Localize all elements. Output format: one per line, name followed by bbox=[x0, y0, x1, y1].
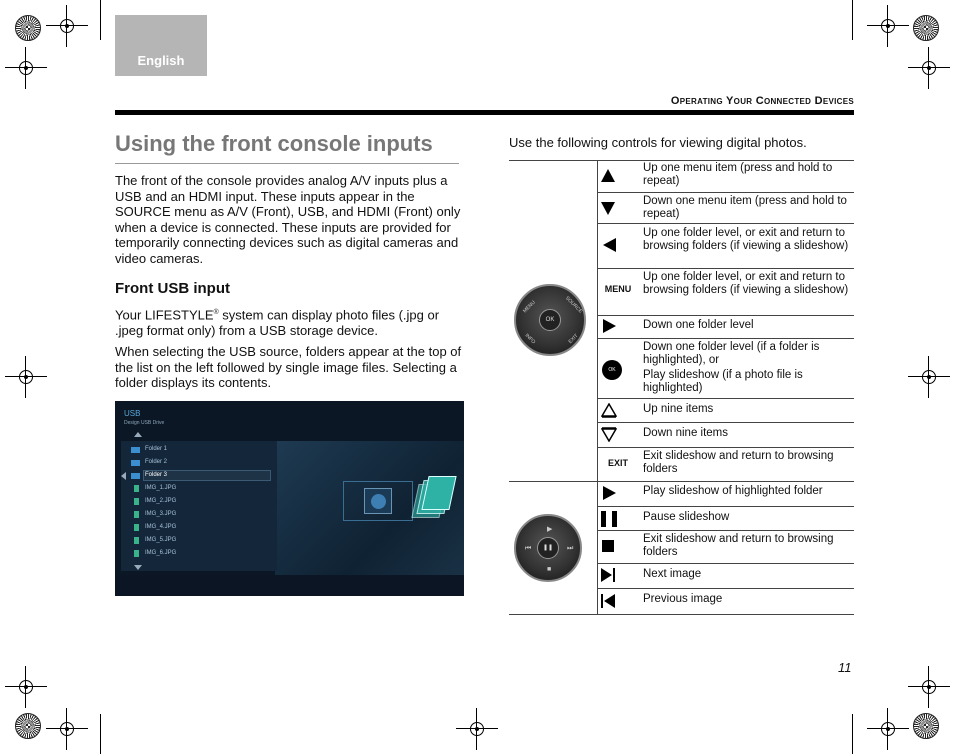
image-file-icon bbox=[134, 485, 139, 492]
file-item[interactable]: IMG_3.JPG bbox=[145, 511, 177, 517]
file-item[interactable]: IMG_1.JPG bbox=[145, 485, 177, 491]
registration-mark bbox=[918, 366, 940, 388]
language-label: English bbox=[137, 53, 185, 68]
table-rule bbox=[597, 563, 854, 564]
right-arrow-icon bbox=[603, 319, 616, 333]
exit-button-label: EXIT bbox=[607, 458, 628, 468]
menu-button-label: MENU bbox=[604, 284, 632, 294]
folder-item[interactable]: Folder 2 bbox=[145, 459, 168, 465]
table-rule bbox=[597, 588, 854, 589]
photo-stack-icon bbox=[411, 476, 455, 518]
table-rule bbox=[597, 192, 854, 193]
remote-navigation-pad bbox=[514, 284, 586, 356]
pause-button-icon: ❚❚ bbox=[537, 537, 559, 559]
usb-browser-screenshot bbox=[115, 401, 464, 596]
file-item[interactable]: IMG_5.JPG bbox=[145, 537, 177, 543]
control-description: Down nine items bbox=[643, 427, 729, 439]
info-label: INFO bbox=[523, 332, 537, 346]
registration-mark bbox=[918, 676, 940, 698]
file-item[interactable]: IMG_4.JPG bbox=[145, 524, 177, 530]
usb-paragraph-b: system can display photo files (.jpg or .jpeg format only) from a USB storage device. bbox=[115, 307, 440, 338]
next-button-icon: ⏭ bbox=[567, 545, 574, 552]
scroll-down-icon bbox=[134, 565, 142, 570]
running-head: Operating Your Connected Devices bbox=[670, 95, 854, 107]
ok-button-icon: OK bbox=[602, 360, 622, 380]
folder-item[interactable]: Folder 1 bbox=[145, 446, 168, 452]
control-description: Pause slideshow bbox=[643, 511, 730, 523]
title-rule bbox=[115, 163, 459, 164]
screen-title: USB bbox=[124, 409, 141, 418]
table-rule bbox=[597, 530, 854, 531]
control-description: Exit slideshow and return to browsing folders bbox=[643, 450, 834, 475]
table-rule bbox=[597, 223, 854, 224]
registration-mark bbox=[918, 57, 940, 79]
crop-line bbox=[100, 714, 101, 754]
registration-mark bbox=[15, 366, 37, 388]
left-arrow-icon bbox=[603, 238, 616, 252]
header-rule bbox=[115, 110, 854, 115]
registration-star-bottom-left bbox=[15, 713, 41, 739]
table-rule bbox=[597, 315, 854, 316]
play-button-icon: ▶ bbox=[547, 526, 553, 533]
source-label: SOURCE bbox=[564, 295, 584, 315]
crop-line bbox=[852, 714, 853, 754]
usb-paragraph bbox=[115, 305, 463, 338]
file-item[interactable]: IMG_2.JPG bbox=[145, 498, 177, 504]
crop-line bbox=[100, 0, 101, 40]
folder-icon bbox=[131, 460, 140, 466]
table-divider bbox=[597, 160, 598, 614]
previous-button-icon: ⏮ bbox=[525, 545, 532, 552]
page-down-icon bbox=[601, 427, 617, 442]
registration-star-bottom-right bbox=[913, 713, 939, 739]
image-file-icon bbox=[134, 524, 139, 531]
control-description: Previous image bbox=[643, 593, 723, 605]
control-description: Down one folder level bbox=[643, 319, 754, 331]
play-icon bbox=[603, 486, 616, 500]
controls-intro: Use the following controls for viewing digital photos. bbox=[509, 135, 807, 150]
registration-mark bbox=[15, 676, 37, 698]
registration-mark bbox=[877, 718, 899, 740]
folder-icon bbox=[131, 473, 140, 479]
scroll-up-icon bbox=[134, 432, 142, 437]
stop-icon bbox=[602, 540, 614, 552]
control-description: Down one menu item (press and hold to repeat) bbox=[643, 195, 847, 220]
control-description: Up one folder level, or exit and return to browsing folders (if viewing a slideshow) bbox=[643, 227, 849, 252]
registered-mark: ® bbox=[213, 309, 219, 316]
image-file-icon bbox=[134, 511, 139, 518]
control-description: Next image bbox=[643, 568, 702, 580]
registration-mark bbox=[15, 57, 37, 79]
table-rule bbox=[597, 398, 854, 399]
registration-mark bbox=[56, 718, 78, 740]
table-rule bbox=[597, 422, 854, 423]
subheading: Front USB input bbox=[115, 280, 230, 297]
control-description: Down one folder level (if a folder is highlighted), or bbox=[643, 341, 820, 366]
next-icon bbox=[601, 568, 617, 582]
pause-icon bbox=[601, 511, 617, 527]
table-rule bbox=[597, 268, 854, 269]
image-file-icon bbox=[134, 550, 139, 557]
registration-star-top-left bbox=[15, 15, 41, 41]
control-description: Play slideshow (if a photo file is highlighted) bbox=[643, 369, 803, 394]
control-description: Exit slideshow and return to browsing folders bbox=[643, 533, 834, 558]
page-title: Using the front console inputs bbox=[115, 131, 433, 156]
control-description: Up one folder level, or exit and return to browsing folders (if viewing a slideshow) bbox=[643, 271, 849, 296]
up-arrow-icon bbox=[601, 169, 615, 182]
image-file-icon bbox=[134, 498, 139, 505]
intro-paragraph: The front of the console provides analog A/V inputs plus a USB and an HDMI input. These inputs appear in the SOURCE menu as A/V (Front), USB, and HDMI (Front) only when a device is connected. These inputs are provided for temporarily connecting devices such as digital cameras and video cameras. bbox=[115, 173, 461, 266]
table-rule bbox=[509, 481, 854, 482]
image-file-icon bbox=[134, 537, 139, 544]
folder-icon bbox=[131, 447, 140, 453]
page-up-icon bbox=[601, 403, 617, 418]
previous-icon bbox=[601, 594, 617, 608]
crop-line bbox=[852, 0, 853, 40]
control-description: Up one menu item (press and hold to repeat) bbox=[643, 162, 833, 187]
screen-bottom-bar bbox=[115, 575, 464, 596]
language-tab bbox=[115, 15, 207, 76]
preview-frame bbox=[343, 481, 413, 521]
control-description: Play slideshow of highlighted folder bbox=[643, 485, 823, 497]
stop-button-icon: ■ bbox=[547, 566, 552, 573]
table-rule bbox=[509, 160, 854, 161]
remote-transport-pad bbox=[514, 514, 582, 582]
exit-label: EXIT bbox=[567, 332, 580, 346]
control-description: Up nine items bbox=[643, 403, 714, 415]
ok-button-icon: OK bbox=[539, 309, 561, 331]
table-rule bbox=[597, 338, 854, 339]
registration-star-top-right bbox=[913, 15, 939, 41]
table-rule bbox=[597, 506, 854, 507]
down-arrow-icon bbox=[601, 202, 615, 215]
registration-mark bbox=[466, 718, 488, 740]
registration-mark bbox=[56, 15, 78, 37]
registration-mark bbox=[877, 15, 899, 37]
table-rule bbox=[509, 614, 854, 615]
file-item[interactable]: IMG_6.JPG bbox=[145, 550, 177, 556]
menu-label: MENU bbox=[522, 299, 537, 315]
usb-paragraph-a: Your LIFESTYLE bbox=[115, 307, 214, 323]
table-rule bbox=[597, 447, 854, 448]
page-number: 11 bbox=[838, 660, 852, 675]
screen-subtitle: Design USB Drive bbox=[124, 420, 165, 426]
folder-item-selected[interactable]: Folder 3 bbox=[145, 472, 168, 478]
back-arrow-icon bbox=[121, 472, 126, 480]
usb-paragraph-2: When selecting the USB source, folders appear at the top of the list on the left followed by single image files. Selecting a folder displays its contents. bbox=[115, 344, 462, 390]
